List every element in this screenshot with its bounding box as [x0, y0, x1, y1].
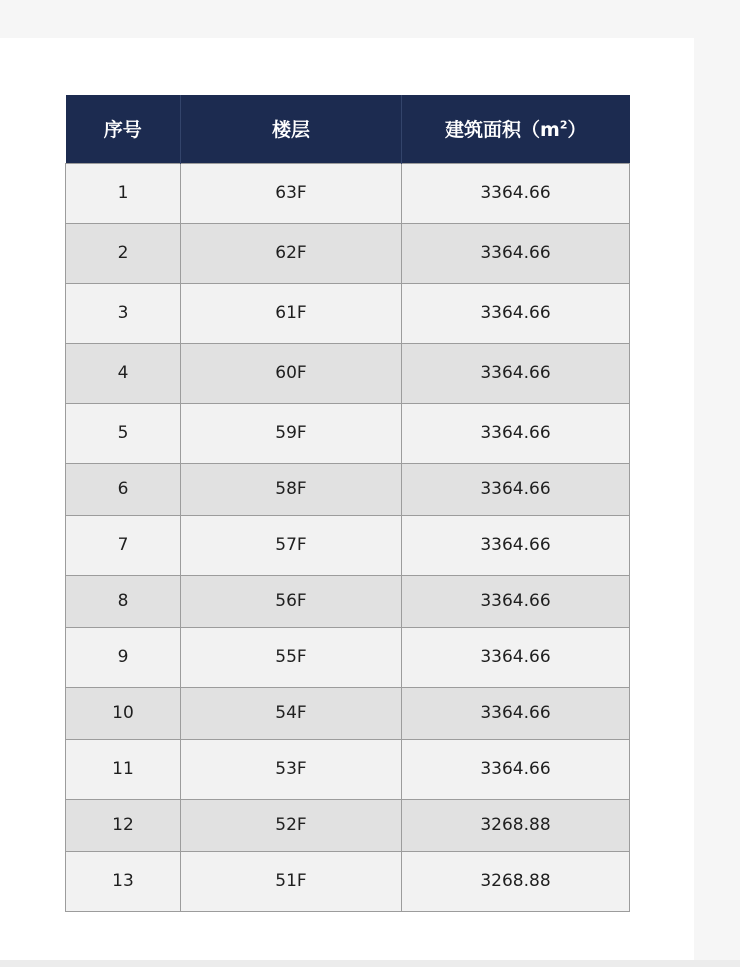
- cell-index: 13: [66, 851, 181, 911]
- cell-index: 6: [66, 463, 181, 515]
- header-row: [66, 95, 630, 163]
- header-area: [402, 95, 630, 163]
- table-row: [66, 739, 630, 799]
- table-row: [66, 687, 630, 739]
- table-row: [66, 403, 630, 463]
- cell-floor: 54F: [181, 687, 402, 739]
- table-row: [66, 515, 630, 575]
- header-floor: 楼层: [181, 95, 402, 163]
- table-body: [66, 163, 630, 911]
- cell-index: 1: [66, 163, 181, 223]
- table-header: [66, 95, 630, 163]
- cell-floor: 51F: [181, 851, 402, 911]
- cell-area: 3364.66: [402, 283, 630, 343]
- cell-area: 3268.88: [402, 851, 630, 911]
- table-row: [66, 575, 630, 627]
- table-row: [66, 343, 630, 403]
- table-row: [66, 163, 630, 223]
- cell-area: 3364.66: [402, 403, 630, 463]
- cell-index: 5: [66, 403, 181, 463]
- table-row: [66, 223, 630, 283]
- cell-area: 3364.66: [402, 739, 630, 799]
- cell-index: 12: [66, 799, 181, 851]
- cell-floor: 56F: [181, 575, 402, 627]
- cell-floor: 63F: [181, 163, 402, 223]
- floor-area-table: [65, 95, 630, 912]
- cell-area: 3364.66: [402, 627, 630, 687]
- cell-area: 3268.88: [402, 799, 630, 851]
- header-area-label: 建筑面积（m: [445, 119, 560, 142]
- header-index: 序号: [66, 95, 181, 163]
- table-row: [66, 283, 630, 343]
- cell-area: 3364.66: [402, 515, 630, 575]
- cell-floor: 58F: [181, 463, 402, 515]
- cell-floor: 59F: [181, 403, 402, 463]
- cell-floor: 60F: [181, 343, 402, 403]
- cell-floor: 62F: [181, 223, 402, 283]
- cell-index: 4: [66, 343, 181, 403]
- cell-floor: 57F: [181, 515, 402, 575]
- cell-floor: 53F: [181, 739, 402, 799]
- cell-floor: 55F: [181, 627, 402, 687]
- table-row: [66, 799, 630, 851]
- cell-index: 9: [66, 627, 181, 687]
- cell-index: 8: [66, 575, 181, 627]
- bottom-edge: [0, 960, 740, 967]
- cell-area: 3364.66: [402, 163, 630, 223]
- table-row: [66, 627, 630, 687]
- cell-index: 3: [66, 283, 181, 343]
- cell-area: 3364.66: [402, 463, 630, 515]
- header-area-unit-superscript: 2: [559, 118, 568, 132]
- header-area-close: ）: [567, 119, 587, 142]
- cell-floor: 52F: [181, 799, 402, 851]
- cell-index: 10: [66, 687, 181, 739]
- cell-area: 3364.66: [402, 343, 630, 403]
- cell-index: 2: [66, 223, 181, 283]
- cell-area: 3364.66: [402, 575, 630, 627]
- table-row: [66, 851, 630, 911]
- cell-index: 11: [66, 739, 181, 799]
- table-row: [66, 463, 630, 515]
- cell-area: 3364.66: [402, 687, 630, 739]
- cell-floor: 61F: [181, 283, 402, 343]
- cell-area: 3364.66: [402, 223, 630, 283]
- cell-index: 7: [66, 515, 181, 575]
